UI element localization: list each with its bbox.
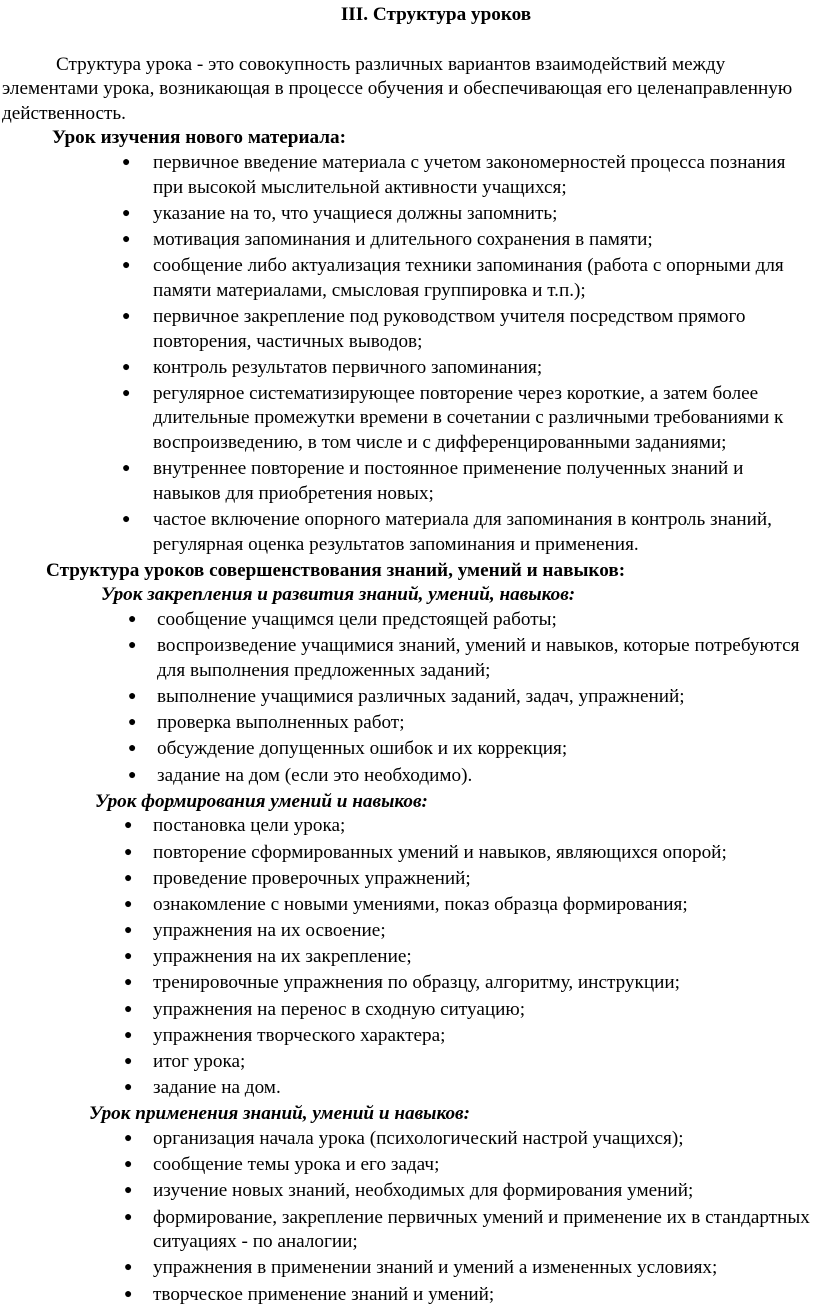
list-item-text: ознакомление с новыми умениями, показ образца формирования;: [153, 893, 688, 915]
list-item: [0, 971, 816, 996]
list-item-text: организация начала урока (психологический настрой учащихся);: [153, 1127, 684, 1149]
list-item: [0, 356, 816, 381]
bullet-icon: ●: [122, 205, 131, 221]
bullet-icon: ●: [124, 1209, 133, 1225]
list-item-text: упражнения в применении знаний и умений а измененных условиях;: [153, 1257, 718, 1279]
list-item: [0, 457, 816, 506]
document-page: [0, 3, 816, 1309]
bullet-icon: ●: [128, 767, 137, 783]
list-item-text: проведение проверочных упражнений;: [153, 867, 471, 889]
list-item-text: повторение сформированных умений и навыков, являющихся опорой;: [153, 841, 727, 863]
list-item-text: задание на дом (если это необходимо).: [157, 764, 473, 786]
bullet-icon: ●: [122, 385, 131, 401]
bullet-icon: ●: [122, 154, 131, 170]
list-item: [0, 1256, 816, 1281]
list-item-text: тренировочные упражнения по образцу, алгоритму, инструкции;: [153, 972, 680, 994]
list-item: [0, 893, 816, 918]
bullet-icon: ●: [124, 1157, 133, 1173]
list-item-text: сообщение учащимся цели предстоящей работы;: [157, 609, 557, 630]
list-item-text: проверка выполненных работ;: [157, 712, 405, 734]
list-item: [0, 945, 816, 970]
bullet-icon: ●: [124, 1130, 133, 1146]
list-item-text: первичное закрепление под руководством учителя посредством прямого повторения, частичных выводов;: [153, 305, 746, 352]
bullet-icon: ●: [124, 870, 133, 886]
list-item-text: упражнения на их освоение;: [153, 920, 386, 942]
list-item-text: творческое применение знаний и умений;: [153, 1283, 495, 1305]
list-item-text: контроль результатов первичного запоминания;: [153, 356, 543, 378]
list-item-text: мотивация запоминания и длительного сохранения в памяти;: [153, 228, 653, 250]
subsection-heading-skills-formation: Урок формирования умений и навыков:: [95, 790, 428, 812]
page-title: III. Структура уроков: [340, 4, 532, 25]
list-item-text: выполнение учащимися различных заданий, задач, упражнений;: [157, 685, 685, 707]
list-item: [0, 1050, 816, 1075]
bullet-icon: ●: [124, 949, 133, 965]
bullet-icon: ●: [128, 612, 137, 627]
list-item-text: частое включение опорного материала для запоминания в контроль знаний, регулярная оценка результатов запоминания и применения.: [153, 509, 772, 555]
list-item: [0, 608, 816, 633]
list-item-text: упражнения творческого характера;: [153, 1024, 446, 1046]
list-item: [0, 254, 816, 303]
bullet-icon: ●: [124, 896, 133, 912]
bullet-icon: ●: [124, 1054, 133, 1069]
bullet-icon: ●: [124, 1027, 133, 1043]
bullet-icon: ●: [128, 688, 137, 704]
list-item: [0, 1024, 816, 1049]
list-item-text: итог урока;: [153, 1051, 246, 1072]
bullet-icon: ●: [122, 231, 131, 247]
bullet-icon: ●: [124, 1260, 133, 1276]
list-item-text: первичное введение материала с учетом закономерностей процесса познания при высокой мыслительной активности учащихся;: [153, 151, 786, 198]
list-item-text: сообщение либо актуализация техники запоминания (работа с опорными для памяти материалами, смысловая группировка и т.п.);: [153, 255, 784, 301]
list-item: [0, 305, 816, 354]
list-item-text: упражнения на перенос в сходную ситуацию;: [153, 998, 526, 1020]
list-item-text: внутреннее повторение и постоянное применение полученных знаний и навыков для приобретения новых;: [153, 458, 744, 504]
new-material-list: [0, 151, 816, 557]
intro-paragraph: Структура урока - это совокупность различных вариантов взаимодействий между элементами урока, возникающая в процессе обучения и обеспечивающая его целенаправленную действенность.: [2, 53, 793, 124]
list-item: [0, 1206, 816, 1255]
list-item: [0, 867, 816, 892]
section-heading-improvement: Структура уроков совершенствования знаний, умений и навыков:: [46, 559, 626, 581]
bullet-icon: ●: [124, 1001, 133, 1017]
list-item-text: формирование, закрепление первичных умений и применение их в стандартных ситуациях - по аналогии;: [153, 1206, 810, 1253]
bullet-icon: ●: [128, 715, 137, 731]
skills-formation-list: [0, 814, 816, 1100]
bullet-icon: ●: [124, 975, 133, 991]
bullet-icon: ●: [122, 359, 131, 375]
list-item: [0, 737, 816, 762]
list-item: [0, 1076, 816, 1101]
application-list: [0, 1127, 816, 1307]
list-item: [0, 919, 816, 944]
bullet-icon: ●: [128, 741, 137, 757]
list-item: [0, 1127, 816, 1152]
list-item: [0, 814, 816, 839]
bullet-icon: ●: [122, 512, 131, 528]
bullet-icon: ●: [124, 923, 133, 939]
section-heading-new-material: Урок изучения нового материала:: [52, 127, 347, 149]
bullet-icon: ●: [124, 1183, 133, 1199]
list-item-text: регулярное систематизирующее повторение через короткие, а затем более длительные промежутки времени в сочетании с различными требованиями к воспроизведению, в том числе и с дифференцированными заданиями;: [153, 382, 784, 454]
list-item-text: упражнения на их закрепление;: [153, 946, 412, 968]
list-item-text: воспроизведение учащимися знаний, умений и навыков, которые потребуются для выполнения предложенных заданий;: [157, 635, 800, 681]
list-item: [0, 508, 816, 557]
list-item: [0, 228, 816, 253]
bullet-icon: ●: [124, 1080, 133, 1096]
bullet-icon: ●: [128, 638, 137, 654]
list-item: [0, 1179, 816, 1204]
list-item: [0, 998, 816, 1023]
list-item: [0, 1283, 816, 1308]
list-item: [0, 841, 816, 866]
bullet-icon: ●: [122, 461, 131, 477]
list-item-text: задание на дом.: [153, 1077, 281, 1099]
bullet-icon: ●: [122, 258, 131, 274]
bullet-icon: ●: [124, 844, 133, 860]
bullet-icon: ●: [124, 1286, 133, 1302]
list-item-text: сообщение темы урока и его задач;: [153, 1154, 440, 1176]
list-item: [0, 382, 816, 456]
list-item: [0, 202, 816, 227]
bullet-icon: ●: [122, 308, 131, 324]
subsection-heading-consolidation: Урок закрепления и развития знаний, умений, навыков:: [101, 584, 576, 606]
list-item: [0, 151, 816, 200]
list-item-text: обсуждение допущенных ошибок и их коррекция;: [157, 738, 568, 760]
list-item: [0, 1153, 816, 1178]
list-item: [0, 764, 816, 789]
list-item-text: изучение новых знаний, необходимых для формирования умений;: [153, 1180, 694, 1202]
list-item-text: указание на то, что учащиеся должны запомнить;: [153, 202, 558, 224]
list-item-text: постановка цели урока;: [153, 815, 346, 837]
list-item: [0, 711, 816, 736]
subsection-heading-application: Урок применения знаний, умений и навыков:: [89, 1103, 471, 1125]
list-item: [0, 685, 816, 710]
list-item: [0, 634, 816, 683]
bullet-icon: ●: [124, 818, 133, 834]
consolidation-list: [0, 608, 816, 788]
